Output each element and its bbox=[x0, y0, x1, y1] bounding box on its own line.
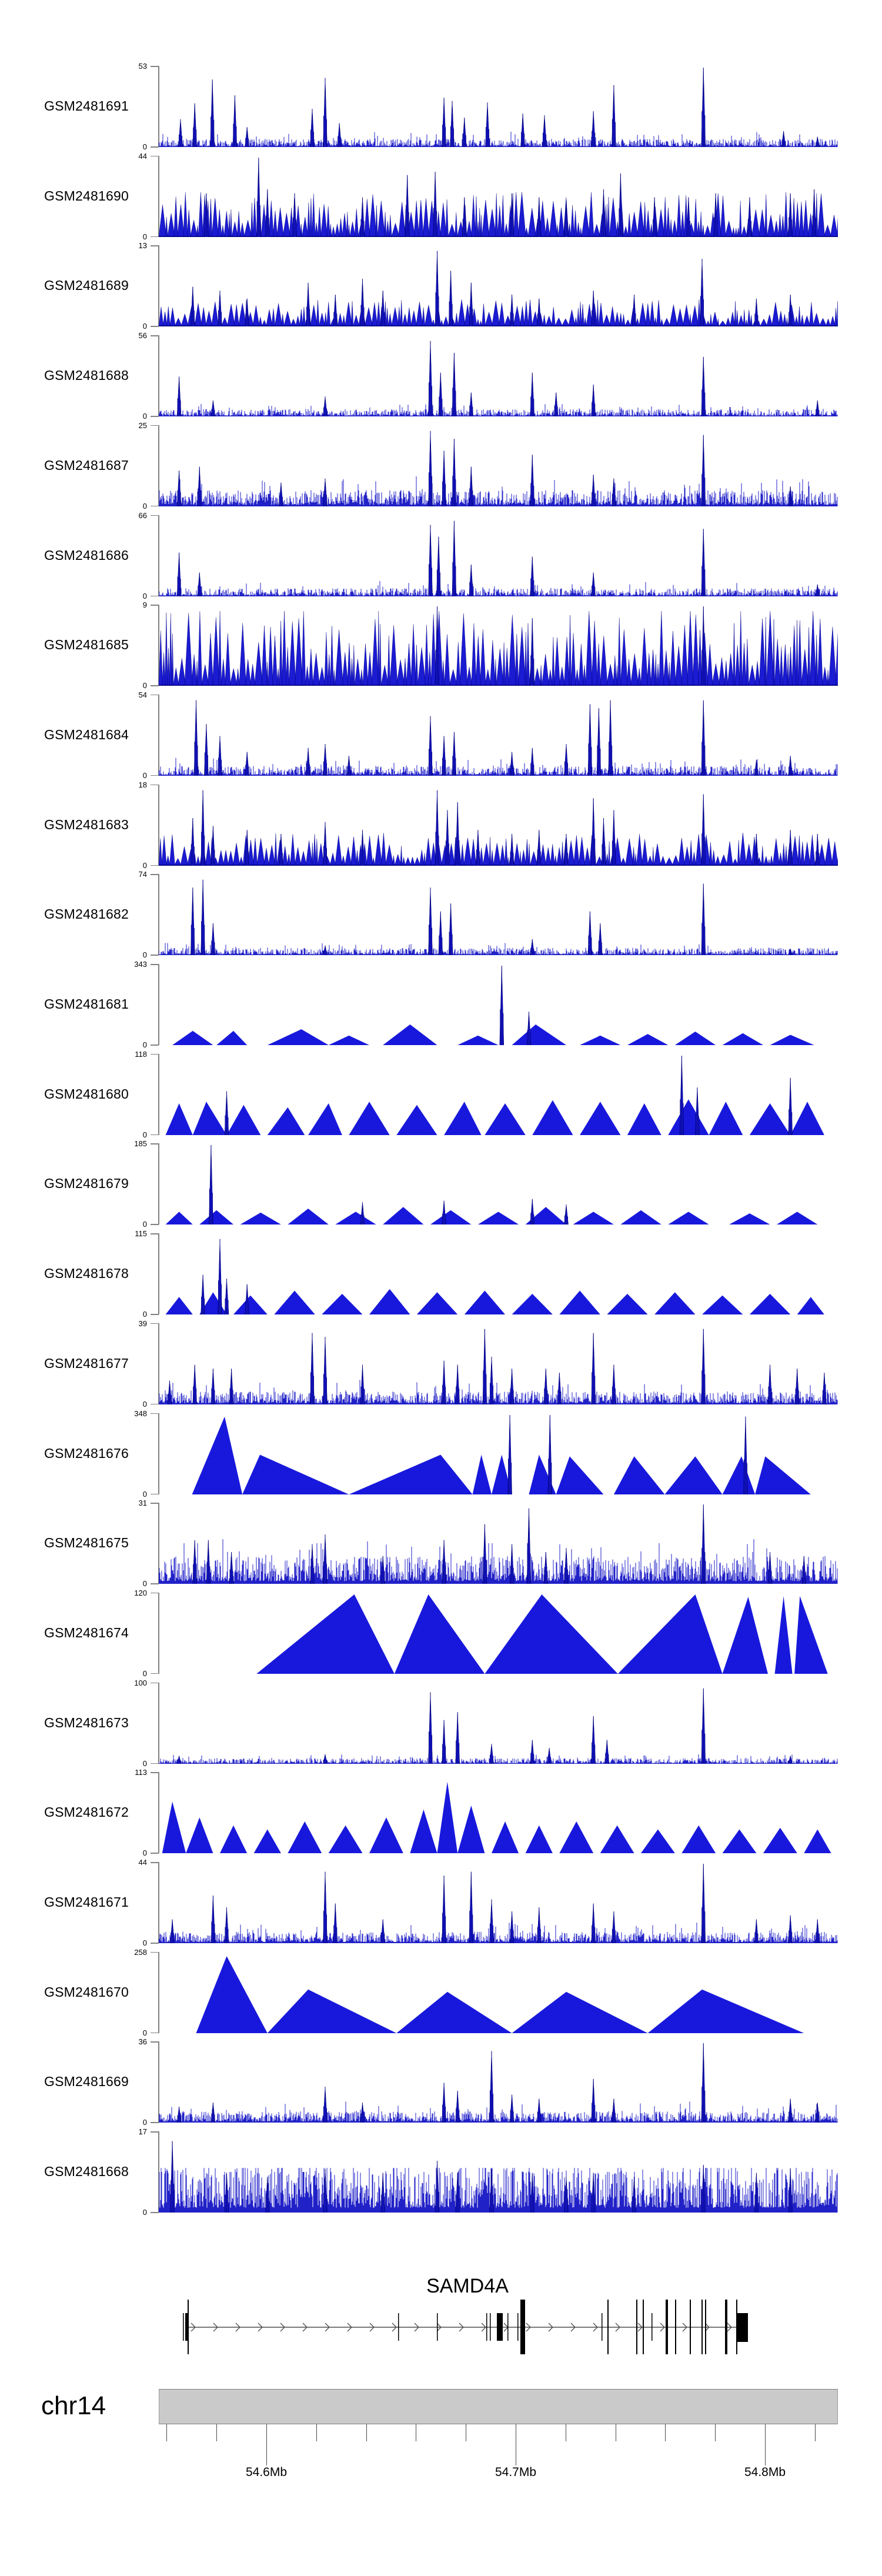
signal-plot bbox=[159, 1862, 838, 1943]
exon-thickTall bbox=[520, 2300, 525, 2354]
ruler-minor-tick bbox=[166, 2424, 167, 2441]
signal-plot bbox=[159, 1593, 838, 1674]
signal-plot bbox=[159, 695, 838, 776]
axis-tick-bottom bbox=[151, 1763, 159, 1764]
track-label: GSM2481683 bbox=[44, 816, 129, 832]
exon-thickTall bbox=[666, 2300, 668, 2354]
signal-track bbox=[0, 690, 882, 780]
axis-tick-top bbox=[151, 1413, 159, 1414]
axis-zero-label: 0 bbox=[142, 1220, 147, 1229]
axis-max-label: 56 bbox=[138, 331, 147, 341]
axis-max-label: 31 bbox=[138, 1499, 147, 1508]
track-label: GSM2481685 bbox=[44, 637, 129, 653]
axis-tick-bottom bbox=[151, 2122, 159, 2123]
track-label: GSM2481691 bbox=[44, 98, 129, 114]
axis-zero-label: 0 bbox=[142, 232, 147, 241]
exon-med bbox=[602, 2313, 603, 2341]
axis-tick-bottom bbox=[151, 1134, 159, 1136]
track-label: GSM2481670 bbox=[44, 1984, 129, 2000]
track-label: GSM2481680 bbox=[44, 1086, 129, 1102]
axis-max-label: 185 bbox=[134, 1139, 147, 1149]
signal-track bbox=[0, 1678, 882, 1768]
axis-tick-bottom bbox=[151, 1404, 159, 1405]
track-label: GSM2481669 bbox=[44, 2074, 129, 2090]
signal-track bbox=[0, 1588, 882, 1678]
signal-plot bbox=[159, 245, 838, 326]
axis-tick-top bbox=[151, 1683, 159, 1684]
axis-tick-top bbox=[151, 605, 159, 606]
axis-tick-top bbox=[151, 1054, 159, 1055]
axis-max-label: 9 bbox=[142, 600, 147, 610]
axis-max-label: 36 bbox=[138, 2037, 147, 2047]
signal-plot bbox=[159, 874, 838, 955]
axis-zero-label: 0 bbox=[142, 2208, 147, 2217]
axis-tick-top bbox=[151, 1772, 159, 1773]
axis-zero-label: 0 bbox=[142, 860, 147, 870]
signal-track bbox=[0, 1499, 882, 1589]
axis-max-label: 17 bbox=[138, 2127, 147, 2137]
axis-zero-label: 0 bbox=[142, 1399, 147, 1409]
signal-plot bbox=[159, 425, 838, 506]
signal-track bbox=[0, 960, 882, 1049]
axis-max-label: 44 bbox=[138, 1858, 147, 1867]
axis-tick-bottom bbox=[151, 1314, 159, 1315]
signal-plot bbox=[159, 605, 838, 686]
axis-tick-bottom bbox=[151, 1853, 159, 1854]
axis-tick-top bbox=[151, 245, 159, 246]
axis-max-label: 54 bbox=[138, 690, 147, 699]
track-label: GSM2481675 bbox=[44, 1535, 129, 1551]
signal-plot bbox=[159, 785, 838, 866]
axis-max-label: 348 bbox=[134, 1409, 147, 1418]
axis-max-label: 74 bbox=[138, 870, 147, 879]
track-label: GSM2481688 bbox=[44, 368, 129, 383]
track-label: GSM2481690 bbox=[44, 188, 129, 203]
signal-track bbox=[0, 780, 882, 870]
track-label: GSM2481686 bbox=[44, 547, 129, 563]
chromosome-bar bbox=[159, 2389, 838, 2424]
track-label: GSM2481679 bbox=[44, 1176, 129, 1192]
ruler-minor-tick bbox=[715, 2424, 716, 2441]
axis-max-label: 115 bbox=[135, 1229, 147, 1239]
signal-track bbox=[0, 1409, 882, 1499]
signal-plot bbox=[159, 1952, 838, 2033]
exon-med bbox=[507, 2313, 509, 2341]
gene-model bbox=[0, 2264, 882, 2388]
axis-zero-label: 0 bbox=[142, 1669, 147, 1678]
axis-max-label: 25 bbox=[138, 421, 147, 430]
ruler-minor-tick bbox=[216, 2424, 217, 2441]
axis-zero-label: 0 bbox=[142, 950, 147, 960]
signal-plot bbox=[159, 335, 838, 416]
axis-max-label: 258 bbox=[134, 1947, 147, 1957]
axis-zero-label: 0 bbox=[142, 1848, 147, 1858]
axis-tick-bottom bbox=[151, 955, 159, 956]
axis-max-label: 113 bbox=[135, 1768, 147, 1777]
exon-med bbox=[517, 2313, 519, 2341]
axis-zero-label: 0 bbox=[142, 1759, 147, 1768]
axis-tick-top bbox=[151, 785, 159, 786]
axis-zero-label: 0 bbox=[142, 591, 147, 600]
exon-tall bbox=[643, 2300, 644, 2354]
axis-zero-label: 0 bbox=[142, 1489, 147, 1499]
signal-track bbox=[0, 1049, 882, 1139]
axis-tick-bottom bbox=[151, 775, 159, 776]
signal-plot bbox=[159, 964, 838, 1045]
axis-tick-top bbox=[151, 2131, 159, 2133]
axis-tick-top bbox=[151, 2041, 159, 2043]
exon-med bbox=[652, 2313, 653, 2341]
axis-tick-bottom bbox=[151, 2212, 159, 2213]
exon-tall bbox=[188, 2300, 189, 2354]
axis-zero-label: 0 bbox=[142, 770, 147, 780]
track-label: GSM2481677 bbox=[44, 1355, 129, 1371]
signal-plot bbox=[159, 66, 838, 147]
track-label: GSM2481684 bbox=[44, 726, 129, 742]
exon-med bbox=[490, 2313, 491, 2341]
signal-track bbox=[0, 1768, 882, 1858]
ruler-tick-label: 54.6Mb bbox=[245, 2465, 288, 2479]
axis-zero-label: 0 bbox=[142, 142, 147, 151]
signal-track bbox=[0, 600, 882, 690]
track-label: GSM2481689 bbox=[44, 278, 129, 293]
axis-tick-top bbox=[151, 335, 159, 336]
axis-tick-bottom bbox=[151, 1494, 159, 1495]
chromosome-label: chr14 bbox=[41, 2391, 106, 2420]
signal-track bbox=[0, 331, 882, 421]
signal-plot bbox=[159, 1503, 838, 1584]
axis-tick-bottom bbox=[151, 416, 159, 417]
axis-max-label: 53 bbox=[138, 62, 147, 71]
axis-zero-label: 0 bbox=[142, 1310, 147, 1319]
signal-track bbox=[0, 62, 882, 151]
axis-tick-top bbox=[151, 1143, 159, 1144]
ruler-minor-tick bbox=[815, 2424, 816, 2441]
signal-plot bbox=[159, 1054, 838, 1135]
axis-tick-bottom bbox=[151, 1224, 159, 1225]
axis-tick-top bbox=[151, 1862, 159, 1863]
axis-tick-bottom bbox=[151, 2033, 159, 2034]
exon-tall bbox=[705, 2300, 706, 2354]
axis-max-label: 44 bbox=[138, 151, 147, 161]
axis-tick-bottom bbox=[151, 596, 159, 597]
track-label: GSM2481687 bbox=[44, 457, 129, 473]
axis-zero-label: 0 bbox=[142, 322, 147, 331]
axis-max-label: 39 bbox=[138, 1319, 147, 1328]
axis-tick-top bbox=[151, 1233, 159, 1234]
track-label: GSM2481674 bbox=[44, 1624, 129, 1640]
axis-tick-top bbox=[151, 1952, 159, 1953]
axis-max-label: 343 bbox=[134, 960, 147, 969]
signal-plot bbox=[159, 1683, 838, 1764]
axis-zero-label: 0 bbox=[142, 2028, 147, 2037]
track-label: GSM2481672 bbox=[44, 1804, 129, 1820]
signal-plot bbox=[159, 2131, 838, 2213]
signal-plot bbox=[159, 156, 838, 237]
exon-med bbox=[183, 2313, 184, 2341]
axis-tick-bottom bbox=[151, 685, 159, 686]
exon-thickMed bbox=[497, 2313, 503, 2341]
axis-tick-bottom bbox=[151, 1943, 159, 1944]
axis-tick-top bbox=[151, 1503, 159, 1504]
exon-tall bbox=[701, 2300, 703, 2354]
axis-max-label: 13 bbox=[138, 241, 147, 251]
axis-tick-bottom bbox=[151, 865, 159, 866]
exon-thickTall bbox=[725, 2300, 727, 2354]
signal-plot bbox=[159, 515, 838, 596]
signal-track bbox=[0, 241, 882, 331]
track-label: GSM2481668 bbox=[44, 2164, 129, 2180]
axis-tick-top bbox=[151, 156, 159, 157]
ruler-major-tick bbox=[266, 2424, 267, 2465]
signal-plot bbox=[159, 1772, 838, 1853]
axis-tick-bottom bbox=[151, 506, 159, 507]
axis-zero-label: 0 bbox=[142, 412, 147, 421]
exon-tall bbox=[636, 2300, 637, 2354]
signal-track bbox=[0, 2037, 882, 2127]
signal-plot bbox=[159, 2041, 838, 2123]
ruler-minor-tick bbox=[665, 2424, 666, 2441]
exon-med bbox=[437, 2313, 438, 2341]
axis-zero-label: 0 bbox=[142, 1579, 147, 1589]
axis-zero-label: 0 bbox=[142, 2118, 147, 2127]
ruler-major-tick bbox=[765, 2424, 766, 2465]
axis-max-label: 18 bbox=[138, 780, 147, 789]
axis-tick-top bbox=[151, 874, 159, 875]
track-label: GSM2481681 bbox=[44, 996, 129, 1012]
signal-track bbox=[0, 1319, 882, 1409]
axis-tick-top bbox=[151, 425, 159, 426]
signal-plot bbox=[159, 1413, 838, 1494]
signal-track bbox=[0, 1139, 882, 1229]
ruler-minor-tick bbox=[316, 2424, 317, 2441]
axis-tick-bottom bbox=[151, 236, 159, 238]
axis-zero-label: 0 bbox=[142, 1130, 147, 1139]
signal-track bbox=[0, 1229, 882, 1319]
signal-track bbox=[0, 421, 882, 510]
ruler-tick-label: 54.7Mb bbox=[495, 2465, 537, 2479]
axis-max-label: 100 bbox=[134, 1678, 147, 1687]
signal-track bbox=[0, 510, 882, 600]
axis-tick-top bbox=[151, 1323, 159, 1324]
exon-med bbox=[486, 2313, 487, 2341]
axis-tick-bottom bbox=[151, 326, 159, 327]
exon-tall bbox=[690, 2300, 691, 2354]
axis-tick-top bbox=[151, 515, 159, 516]
exon-med bbox=[398, 2313, 399, 2341]
ruler-tick-label: 54.8Mb bbox=[744, 2465, 786, 2479]
axis-zero-label: 0 bbox=[142, 501, 147, 510]
signal-track bbox=[0, 151, 882, 241]
exon-tall bbox=[607, 2300, 609, 2354]
axis-tick-bottom bbox=[151, 1673, 159, 1674]
signal-track bbox=[0, 1858, 882, 1947]
signal-track bbox=[0, 2127, 882, 2217]
track-label: GSM2481682 bbox=[44, 906, 129, 922]
axis-zero-label: 0 bbox=[142, 1040, 147, 1049]
axis-tick-bottom bbox=[151, 1583, 159, 1584]
axis-tick-bottom bbox=[151, 146, 159, 148]
track-label: GSM2481676 bbox=[44, 1445, 129, 1461]
signal-track bbox=[0, 870, 882, 960]
signal-track bbox=[0, 1947, 882, 2037]
axis-tick-top bbox=[151, 66, 159, 67]
ruler-minor-tick bbox=[366, 2424, 367, 2441]
axis-zero-label: 0 bbox=[142, 1938, 147, 1947]
axis-tick-top bbox=[151, 695, 159, 696]
signal-plot bbox=[159, 1233, 838, 1314]
axis-tick-bottom bbox=[151, 1045, 159, 1046]
exon-endBox bbox=[737, 2313, 748, 2342]
signal-plot bbox=[159, 1323, 838, 1404]
signal-plot bbox=[159, 1143, 838, 1224]
track-label: GSM2481671 bbox=[44, 1894, 129, 1910]
axis-max-label: 118 bbox=[135, 1049, 147, 1059]
axis-tick-top bbox=[151, 1593, 159, 1594]
gene-name-label: SAMD4A bbox=[426, 2275, 509, 2297]
axis-zero-label: 0 bbox=[142, 681, 147, 690]
axis-tick-top bbox=[151, 964, 159, 965]
track-label: GSM2481678 bbox=[44, 1266, 129, 1282]
track-label: GSM2481673 bbox=[44, 1714, 129, 1730]
axis-max-label: 66 bbox=[138, 510, 147, 520]
axis-max-label: 120 bbox=[134, 1588, 147, 1597]
exon-tall bbox=[675, 2300, 676, 2354]
